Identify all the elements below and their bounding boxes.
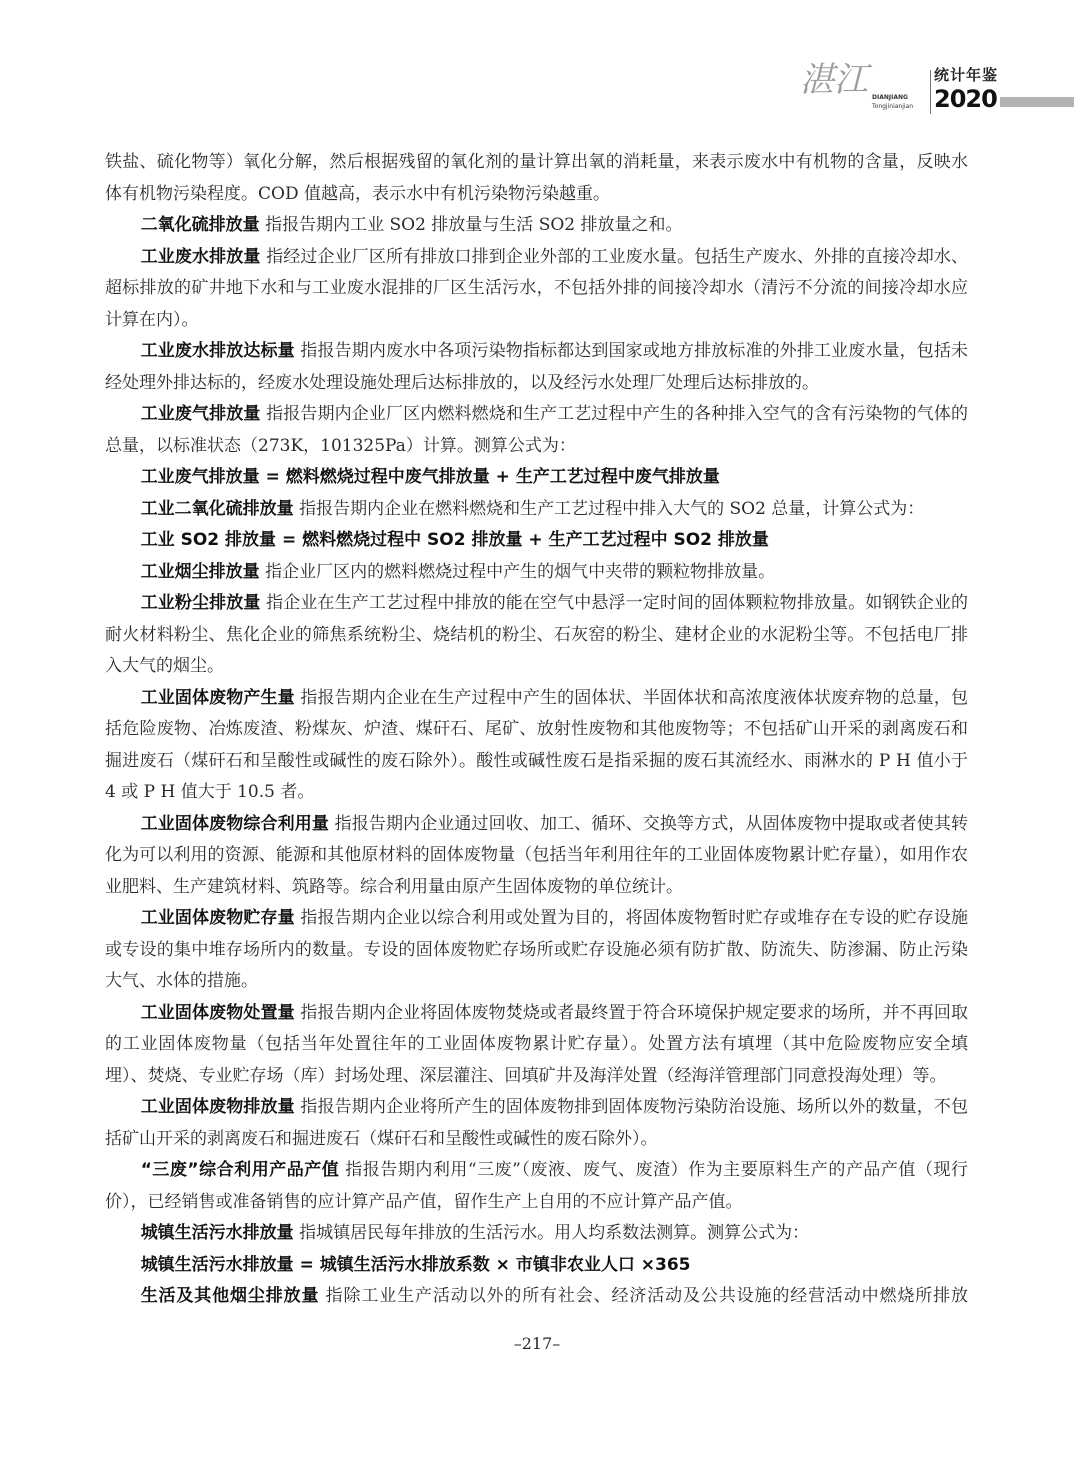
definition-term: 工业固体废物综合利用量 [140, 813, 330, 834]
definition-term: 工业固体废物产生量 [140, 687, 295, 708]
definition-term: “三废”综合利用产品产值 [140, 1160, 340, 1180]
definition-text: 指报告期内企业厂区内燃料燃烧和生产工艺过程中产生的各种排入空气的含有污染物的气体的总量，以标准状态（273K，101325Pa）计算。测算公式为： [105, 404, 969, 456]
logo-calligraphy: 湛江 [800, 60, 868, 100]
yearbook-year: 2020 [934, 85, 997, 113]
definition-term: 工业烟尘排放量 [140, 561, 260, 582]
definition-paragraph [105, 998, 968, 1093]
definition-term: 工业废水排放量 [140, 246, 261, 267]
definition-paragraph [105, 336, 968, 399]
definition-term: 工业固体废物处置量 [140, 1002, 295, 1023]
formula-line: 工业 SO2 排放量 = 燃料燃烧过程中 SO2 排放量 + 生产工艺过程中 SO2 排放量 [140, 530, 769, 550]
definition-text: 指报告期内企业通过回收、加工、循环、交换等方式，从固体废物中提取或者使其转化为可以利用的资源、能源和其他原材料的固体废物量（包括当年利用往年的工业固体废物累计贮存量），如用作农业肥料、生产建筑材料、筑路等。综合利用量由原产生固体废物的单位统计。 [105, 813, 969, 897]
definition-paragraph [105, 1218, 968, 1250]
formula-line: 工业废气排放量 = 燃料燃烧过程中废气排放量 + 生产工艺过程中废气排放量 [140, 467, 720, 487]
definition-text: 指报告期内工业 SO2 排放量与生活 SO2 排放量之和。 [259, 215, 683, 235]
definition-text: 指报告期内企业在燃料燃烧和生产工艺过程中排入大气的 SO2 总量，计算公式为： [293, 498, 925, 519]
definition-paragraph [105, 210, 968, 242]
definition-term: 工业固体废物排放量 [140, 1097, 295, 1117]
definition-text: 指报告期内企业以综合利用或处置为目的，将固体废物暂时贮存或堆存在专设的贮存设施或专设的集中堆存场所内的数量。专设的固体废物贮存场所或贮存设施必须有防扩散、防流失、防渗漏、防止污染大气、水体的措施。 [105, 908, 968, 991]
definition-paragraph [105, 242, 968, 337]
definition-text: 指报告期内企业将所产生的固体废物排到固体废物污染防治设施、场所以外的数量，不包括矿山开采的剥离废石和掘进废石（煤矸石和呈酸性或碱性的废石除外）。 [105, 1097, 968, 1149]
definition-text: 指经过企业厂区所有排放口排到企业外部的工业废水量。包括生产废水、外排的直接冷却水、超标排放的矿井地下水和与工业废水混排的厂区生活污水，不包括外排的间接冷却水（清污不分流的间接冷却水应计算在内）。 [105, 246, 969, 330]
definition-term: 二氧化硫排放量 [140, 215, 260, 235]
definition-text: 指企业厂区内的燃料燃烧过程中产生的烟气中夹带的颗粒物排放量。 [259, 561, 776, 582]
definition-text: 指企业在生产工艺过程中排放的能在空气中悬浮一定时间的固体颗粒物排放量。如钢铁企业的耐火材料粉尘、焦化企业的筛焦系统粉尘、烧结机的粉尘、石灰窑的粉尘、建材企业的水泥粉尘等。不包括电厂排入大气的烟尘。 [105, 593, 969, 676]
definition-term: 生活及其他烟尘排放量 [140, 1286, 320, 1306]
definition-term: 工业二氧化硫排放量 [140, 498, 294, 519]
definition-text: 指报告期内企业在生产过程中产生的固体状、半固体状和高浓度液体状废弃物的总量，包括危险废物、冶炼废渣、粉煤灰、炉渣、煤矸石、尾矿、放射性废物和其他废物等；不包括矿山开采的剥离废石和掘进废石（煤矸石和呈酸性或碱性的废石除外）。酸性或碱性废石是指采掘的废石其流经水、雨淋水的 P H 值小于 4 或 P H 值大于 10.5 者。 [105, 687, 968, 802]
definition-paragraph [105, 683, 968, 809]
definition-term: 工业固体废物贮存量 [140, 908, 295, 928]
definition-text: 指报告期内废水中各项污染物指标都达到国家或地方排放标准的外排工业废水量，包括未经处理外排达标的，经废水处理设施处理后达标排放的，以及经污水处理厂处理后达标排放的。 [105, 341, 968, 393]
logo-divider [930, 70, 931, 114]
definition-term: 工业废水排放达标量 [140, 341, 295, 361]
definition-paragraph [105, 399, 968, 462]
definition-paragraph [105, 1092, 968, 1155]
definition-paragraph [105, 1281, 968, 1313]
definition-text: 指除工业生产活动以外的所有社会、经济活动及公共设施的经营活动中燃烧所排放 [319, 1286, 969, 1306]
definition-paragraph [105, 494, 968, 526]
definition-paragraph [105, 903, 968, 998]
definition-term: 工业粉尘排放量 [140, 593, 261, 613]
definition-paragraph [105, 809, 968, 904]
logo-pinyin: DIANJIANG [872, 94, 908, 101]
definition-term: 城镇生活污水排放量 [140, 1223, 294, 1243]
page-number: –217– [513, 1334, 561, 1353]
logo-pinyin-sub: Tongjinianjian [872, 103, 914, 110]
opening-paragraph: 铁盐、硫化物等）氧化分解，然后根据残留的氧化剂的量计算出氧的消耗量，来表示废水中有机物的含量，反映水体有机物污染程度。COD 值越高，表示水中有机污染物污染越重。 [105, 152, 968, 204]
header-bar [1000, 97, 1074, 107]
definition-term: 工业废气排放量 [140, 404, 261, 424]
definition-text: 指报告期内利用“三废”（废液、废气、废渣）作为主要原料生产的产品产值（现行价），已经销售或准备销售的应计算产品产值，留作生产上自用的不应计算产品产值。 [105, 1160, 968, 1212]
definition-paragraph [105, 1155, 968, 1218]
definition-paragraph [105, 588, 968, 683]
yearbook-header [800, 60, 1074, 120]
definition-paragraph [105, 557, 968, 589]
yearbook-title: 统计年鉴 [934, 66, 999, 84]
definition-text: 指报告期内企业将固体废物焚烧或者最终置于符合环境保护规定要求的场所，并不再回取的工业固体废物量（包括当年处置往年的工业固体废物累计贮存量）。处置方法有填埋（其中危险废物应安全填埋）、焚烧、专业贮存场（库）封场处理、深层灌注、回填矿井及海洋处置（经海洋管理部门同意投海处理）等。 [105, 1002, 968, 1086]
document-body [105, 147, 968, 1313]
formula-line: 城镇生活污水排放量 = 城镇生活污水排放系数 × 市镇非农业人口 ×365 [140, 1254, 691, 1275]
definition-text: 指城镇居民每年排放的生活污水。用人均系数法测算。测算公式为： [293, 1223, 810, 1243]
